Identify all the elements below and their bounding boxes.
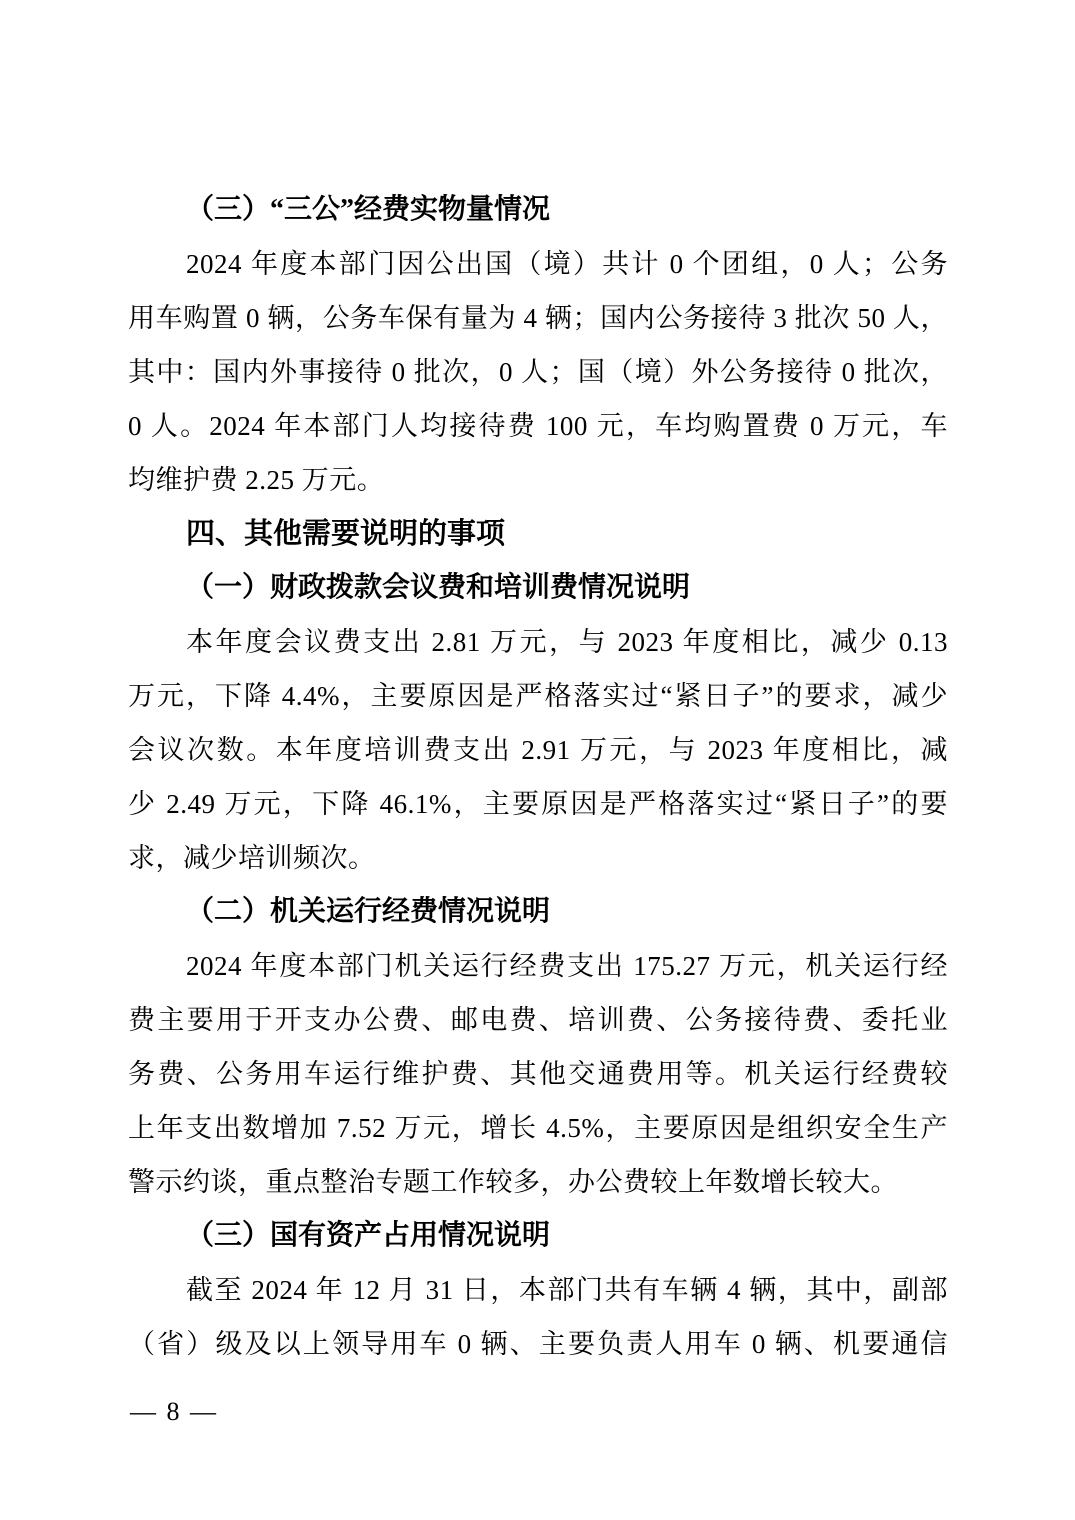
section-heading-other-matters: 四、其他需要说明的事项 — [186, 518, 506, 550]
paragraph-line: 求，减少培训频次。 — [128, 843, 376, 873]
paragraph-line: 2024 年度本部门因公出国（境）共计 0 个团组，0 人；公务 — [186, 249, 948, 279]
paragraph-line: 少 2.49 万元，下降 46.1%，主要原因是严格落实过“紧日子”的要 — [128, 789, 948, 819]
paragraph-line: 务费、公务用车运行维护费、其他交通费用等。机关运行经费较 — [128, 1059, 948, 1089]
paragraph-line: 用车购置 0 辆，公务车保有量为 4 辆；国内公务接待 3 批次 50 人， — [128, 303, 948, 333]
subsection-heading-sangong-physical: （三）“三公”经费实物量情况 — [186, 194, 551, 225]
paragraph-line: 万元，下降 4.4%，主要原因是严格落实过“紧日子”的要求，减少 — [128, 681, 948, 711]
paragraph-operating-expenses — [128, 939, 948, 1209]
paragraph-state-assets — [128, 1263, 948, 1371]
subsection-heading-operating-expenses: （二）机关运行经费情况说明 — [186, 896, 551, 927]
paragraph-line: 上年支出数增加 7.52 万元，增长 4.5%，主要原因是组织安全生产 — [128, 1113, 948, 1143]
paragraph-line: 其中：国内外事接待 0 批次，0 人；国（境）外公务接待 0 批次， — [128, 357, 948, 387]
paragraph-line: 截至 2024 年 12 月 31 日，本部门共有车辆 4 辆，其中，副部 — [186, 1275, 948, 1305]
paragraph-line: 2024 年度本部门机关运行经费支出 175.27 万元，机关运行经 — [186, 951, 948, 981]
paragraph-line: （省）级及以上领导用车 0 辆、主要负责人用车 0 辆、机要通信 — [128, 1329, 948, 1359]
paragraph-sangong-physical — [128, 237, 948, 507]
paragraph-line: 0 人。2024 年本部门人均接待费 100 元，车均购置费 0 万元，车 — [128, 411, 948, 441]
paragraph-line: 会议次数。本年度培训费支出 2.91 万元，与 2023 年度相比，减 — [128, 735, 948, 765]
content-area — [128, 183, 948, 1371]
page-number: — 8 — — [130, 1397, 218, 1426]
subsection-heading-meeting-training-fees: （一）财政拨款会议费和培训费情况说明 — [186, 572, 691, 603]
paragraph-meeting-training-fees — [128, 615, 948, 885]
subsection-heading-state-assets: （三）国有资产占用情况说明 — [186, 1220, 551, 1251]
paragraph-line: 均维护费 2.25 万元。 — [128, 465, 385, 495]
paragraph-line: 警示约谈，重点整治专题工作较多，办公费较上年数增长较大。 — [128, 1167, 898, 1197]
paragraph-line: 费主要用于开支办公费、邮电费、培训费、公务接待费、委托业 — [128, 1005, 948, 1035]
paragraph-line: 本年度会议费支出 2.81 万元，与 2023 年度相比，减少 0.13 — [186, 627, 948, 657]
